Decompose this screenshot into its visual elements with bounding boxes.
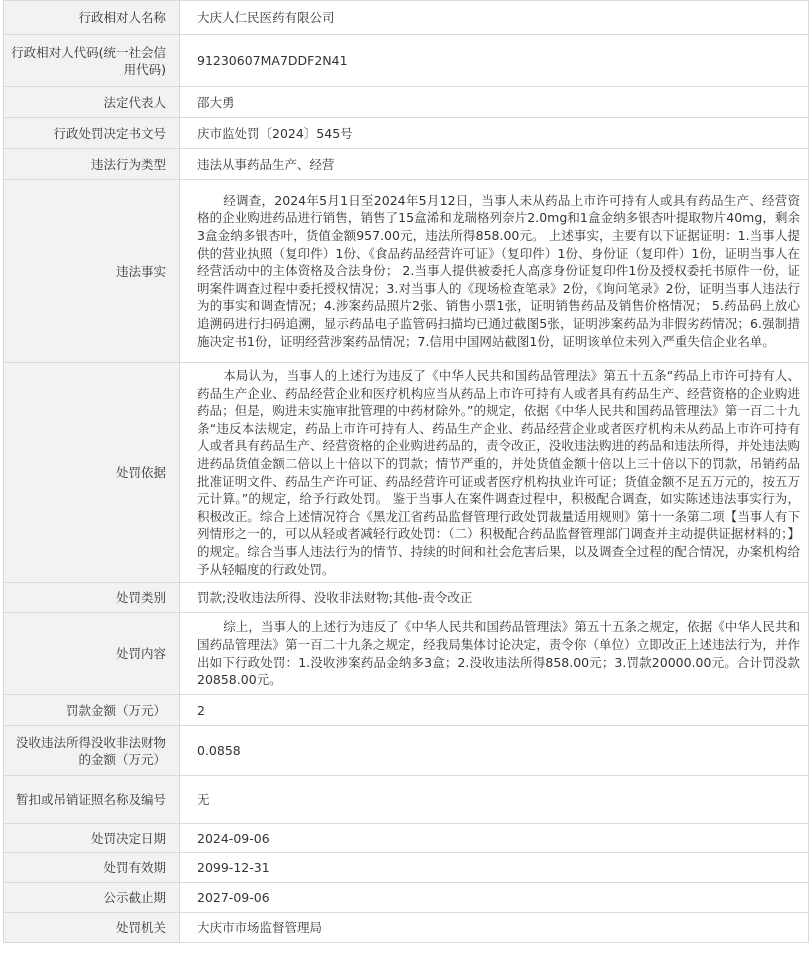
penalty-content-text: 综上，当事人的上述行为违反了《中华人民共和国药品管理法》第五十五条之规定，依据《中华人民共和国药品管理法》第一百二十九条之规定，经我局集体讨论决定，责令你（单位）立即改正上述违法行为，并作出如下行政处罚：1.没收涉案药品金纳多3盒；2.没收违法所得858.00元；3.罚款20000.00元。合计罚没款20858.00元。 — [197, 619, 800, 688]
row-publicity-deadline — [4, 883, 809, 913]
penalty-content-cell — [180, 613, 809, 695]
decision-number-label: 行政处罚决定书文号 — [4, 118, 180, 149]
penalty-authority-value: 大庆市市场监督管理局 — [180, 913, 809, 943]
row-license-revoked — [4, 776, 809, 824]
penalty-basis-text: 本局认为，当事人的上述行为违反了《中华人民共和国药品管理法》第五十五条“药品上市许可持有人、药品生产企业、药品经营企业和医疗机构应当从药品上市许可持有人或者具有药品生产、经营资格的企业购进药品；但是，购进未实施审批管理的中药材除外。”的规定，依据《中华人民共和国药品管理法》第一百二十九条“违反本法规定，药品上市许可持有人、药品生产企业、药品经营企业或者医疗机构未从药品上市许可持有人或者具有药品生产、经营资格的企业购进药品的，责令改正，没收违法购进的药品和违法所得，并处违法购进药品货值金额二倍以上十倍以下的罚款；情节严重的，并处货值金额十倍以上三十倍以下的罚款，吊销药品批准证明文件、药品生产许可证、药品经营许可证或者医疗机构执业许可证；货值金额不足五万元的，按五万元计算。”的规定，给予行政处罚。 鉴于当事人在案件调查过程中，积极配合调查，如实陈述违法事实行为，积极改正。综合上述情况符合《黑龙江省药品监督管理行政处罚裁量适用规则》第十一条第二项【当事人有下列情形之一的，可以从轻或者减轻行政处罚：（二）积极配合药品监督管理部门调查并主动提供证据材料的；】的规定。综合当事人违法行为的情节、持续的时间和社会危害后果，以及调查全过程的配合情况，办案机构给予从轻幅度的行政处罚。 — [197, 368, 800, 577]
license-revoked-label: 暂扣或吊销证照名称及编号 — [4, 776, 180, 824]
violation-type-label: 违法行为类型 — [4, 149, 180, 180]
violation-facts-text: 经调查，2024年5月1日至2024年5月12日，当事人未从药品上市许可持有人或具有药品生产、经营资格的企业购进药品进行销售，销售了15盒浠和龙瑞格列奈片2.0mg和1盒金纳多银杏叶提取物片40mg，剩余3盒金纳多银杏叶，货值金额957.00元，违法所得858.00元。 上述事实，主要有以下证据证明：1.当事人提供的营业执照（复印件）1份、《食品药品经营许可证》（复印件）1份、身份证（复印件）1份，证明当事人在经营活动中的主体资格及合法身份； 2.当事人提供被委托人高彦身份证复印件1份及授权委托书原件一份，证明案件调查过程中委托授权情况；3.对当事人的《现场检查笔录》2份，《询问笔录》2份，证明当事人违法行为的事实和调查情况；4.涉案药品照片2张、销售小票1张，证明销售药品及销售价格情况； 5.药品码上放心追溯码进行扫码追溯，显示药品电子监管码扫描均已通过截图5张，证明涉案药品为非假劣药情况；6.强制措施决定书1份，证明经营涉案药品情况；7.信用中国网站截图1份，证明该单位未列入严重失信企业名单。 — [197, 192, 800, 349]
publicity-deadline-value: 2027-09-06 — [180, 883, 809, 913]
party-name-value: 大庆人仁民医药有限公司 — [180, 1, 809, 35]
validity-label: 处罚有效期 — [4, 853, 180, 883]
row-penalty-basis — [4, 363, 809, 583]
row-decision-number — [4, 118, 809, 149]
party-code-value: 91230607MA7DDF2N41 — [180, 35, 809, 87]
confiscation-amount-label: 没收违法所得没收非法财物的金额（万元） — [4, 726, 180, 776]
party-code-label: 行政相对人代码(统一社会信用代码) — [4, 35, 180, 87]
row-penalty-content — [4, 613, 809, 695]
row-fine-amount — [4, 695, 809, 726]
confiscation-amount-value: 0.0858 — [180, 726, 809, 776]
row-confiscation-amount — [4, 726, 809, 776]
row-party-code — [4, 35, 809, 87]
penalty-basis-cell — [180, 363, 809, 583]
legal-rep-value: 邵大勇 — [180, 87, 809, 118]
penalty-category-value: 罚款;没收违法所得、没收非法财物;其他-责令改正 — [180, 583, 809, 613]
violation-type-value: 违法从事药品生产、经营 — [180, 149, 809, 180]
license-revoked-value: 无 — [180, 776, 809, 824]
publicity-deadline-label: 公示截止期 — [4, 883, 180, 913]
row-party-name — [4, 1, 809, 35]
penalty-authority-label: 处罚机关 — [4, 913, 180, 943]
row-penalty-category — [4, 583, 809, 613]
violation-facts-label: 违法事实 — [4, 180, 180, 363]
row-legal-rep — [4, 87, 809, 118]
penalty-basis-label: 处罚依据 — [4, 363, 180, 583]
violation-facts-cell — [180, 180, 809, 363]
decision-number-value: 庆市监处罚〔2024〕545号 — [180, 118, 809, 149]
fine-amount-label: 罚款金额（万元） — [4, 695, 180, 726]
penalty-category-label: 处罚类别 — [4, 583, 180, 613]
penalty-record-table — [3, 0, 809, 943]
row-penalty-authority — [4, 913, 809, 943]
party-name-label: 行政相对人名称 — [4, 1, 180, 35]
validity-value: 2099-12-31 — [180, 853, 809, 883]
legal-rep-label: 法定代表人 — [4, 87, 180, 118]
row-violation-facts — [4, 180, 809, 363]
penalty-content-label: 处罚内容 — [4, 613, 180, 695]
row-decision-date — [4, 824, 809, 853]
decision-date-value: 2024-09-06 — [180, 824, 809, 853]
decision-date-label: 处罚决定日期 — [4, 824, 180, 853]
row-violation-type — [4, 149, 809, 180]
fine-amount-value: 2 — [180, 695, 809, 726]
row-validity — [4, 853, 809, 883]
